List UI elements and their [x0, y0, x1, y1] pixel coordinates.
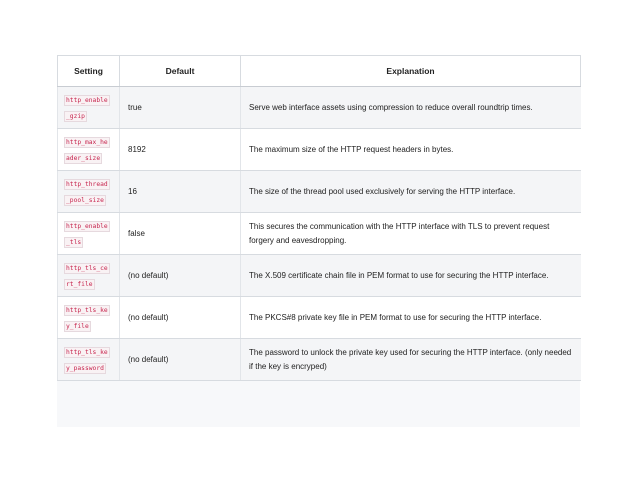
setting-cell — [58, 87, 120, 129]
table-row — [58, 213, 581, 255]
setting-code: http_tls_ce rt_file — [66, 264, 108, 288]
header-explanation: Explanation — [241, 56, 581, 87]
explanation-cell: Serve web interface assets using compression to reduce overall roundtrip times. — [241, 87, 581, 129]
setting-code: http_tls_ke y_file — [66, 306, 108, 330]
explanation-cell: The PKCS#8 private key file in PEM format to use for securing the HTTP interface. — [241, 297, 581, 339]
table-row — [58, 255, 581, 297]
default-cell: (no default) — [120, 339, 241, 381]
document-page — [57, 55, 580, 427]
table-row — [58, 339, 581, 381]
header-default: Default — [120, 56, 241, 87]
explanation-cell: The maximum size of the HTTP request headers in bytes. — [241, 129, 581, 171]
setting-code: http_max_he ader_size — [66, 138, 108, 162]
table-header-row — [58, 56, 581, 87]
explanation-cell: This secures the communication with the HTTP interface with TLS to prevent request forgery and eavesdropping. — [241, 213, 581, 255]
setting-cell — [58, 297, 120, 339]
setting-cell — [58, 255, 120, 297]
default-cell: true — [120, 87, 241, 129]
default-cell: (no default) — [120, 255, 241, 297]
default-cell: 8192 — [120, 129, 241, 171]
setting-code: http_thread _pool_size — [66, 180, 108, 204]
setting-code: http_enable _tls — [66, 222, 108, 246]
setting-cell — [58, 171, 120, 213]
setting-cell — [58, 213, 120, 255]
setting-cell — [58, 339, 120, 381]
setting-code: http_tls_ke y_password — [66, 348, 108, 372]
table-row — [58, 171, 581, 213]
header-setting: Setting — [58, 56, 120, 87]
explanation-cell: The X.509 certificate chain file in PEM format to use for securing the HTTP interface. — [241, 255, 581, 297]
explanation-cell: The size of the thread pool used exclusively for serving the HTTP interface. — [241, 171, 581, 213]
table-row — [58, 87, 581, 129]
default-cell: false — [120, 213, 241, 255]
settings-table — [57, 55, 581, 381]
default-cell: 16 — [120, 171, 241, 213]
setting-cell — [58, 129, 120, 171]
default-cell: (no default) — [120, 297, 241, 339]
setting-code: http_enable _gzip — [66, 96, 108, 120]
explanation-cell: The password to unlock the private key used for securing the HTTP interface. (only needed if the key is encryped) — [241, 339, 581, 381]
table-row — [58, 297, 581, 339]
table-row — [58, 129, 581, 171]
